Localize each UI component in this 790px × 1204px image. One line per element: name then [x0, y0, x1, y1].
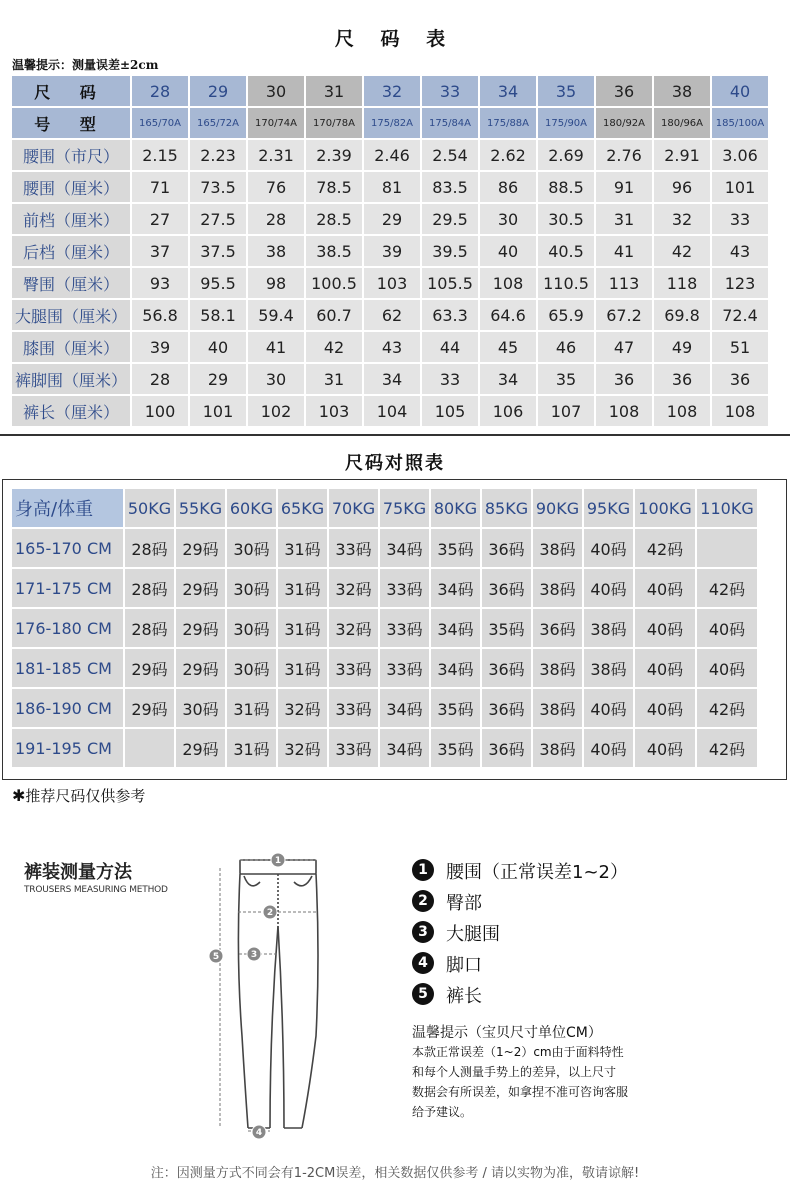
height-row-label: 176-180 CM	[12, 609, 123, 647]
reference-table-cell: 35码	[431, 689, 480, 727]
warm-tip-line: 和每个人测量手势上的差异，以上尺寸	[412, 1065, 617, 1079]
reference-table-cell: 31码	[278, 569, 327, 607]
size-table-cell: 30.5	[538, 204, 594, 234]
size-table-cell: 36	[712, 364, 768, 394]
height-row-label: 181-185 CM	[12, 649, 123, 687]
size-table-cell: 2.31	[248, 140, 304, 170]
size-table-cell: 45	[480, 332, 536, 362]
reference-table-cell: 34码	[431, 649, 480, 687]
reference-table-cell: 31码	[227, 689, 276, 727]
size-table-cell: 62	[364, 300, 420, 330]
size-table-cell: 2.23	[190, 140, 246, 170]
model-header-row	[12, 108, 768, 138]
reference-table-cell: 29码	[125, 649, 174, 687]
size-table-cell: 29.5	[422, 204, 478, 234]
footer-disclaimer: 注：因测量方式不同会有1-2CM误差，相关数据仅供参考 / 请以实物为准，敬请谅解!	[150, 1166, 640, 1181]
size-table-cell: 67.2	[596, 300, 652, 330]
size-table-cell: 102	[248, 396, 304, 426]
size-row-label: 膝围（厘米）	[12, 332, 130, 362]
size-table-row	[12, 172, 768, 202]
weight-header-cell: 75KG	[380, 489, 429, 527]
reference-table-cell: 36码	[482, 649, 531, 687]
number-3-icon: 3	[412, 921, 434, 943]
reference-table-cell: 28码	[125, 529, 174, 567]
size-table-row	[12, 268, 768, 298]
legend-label: 脚口	[446, 955, 482, 976]
size-table-cell: 42	[306, 332, 362, 362]
weight-header-cell: 70KG	[329, 489, 378, 527]
weight-header-cell: 110KG	[697, 489, 757, 527]
size-table-cell: 31	[306, 364, 362, 394]
size-table-cell: 58.1	[190, 300, 246, 330]
size-table-cell: 2.76	[596, 140, 652, 170]
reference-table-cell: 29码	[176, 649, 225, 687]
model-header-cell: 165/70A	[132, 108, 188, 138]
reference-header-row	[12, 489, 757, 527]
reference-table-cell: 32码	[329, 569, 378, 607]
size-header-cell: 40	[712, 76, 768, 106]
size-table-cell: 28	[248, 204, 304, 234]
recommendation-note	[12, 785, 145, 806]
reference-table-cell: 38码	[533, 529, 582, 567]
size-table-cell: 60.7	[306, 300, 362, 330]
model-header-cell: 165/72A	[190, 108, 246, 138]
size-table-cell: 86	[480, 172, 536, 202]
weight-header-cell: 85KG	[482, 489, 531, 527]
measuring-method-title: 裤装测量方法	[24, 862, 132, 883]
reference-table-cell: 36码	[482, 529, 531, 567]
size-table-cell: 39	[132, 332, 188, 362]
size-table-cell: 33	[712, 204, 768, 234]
size-header-cell: 28	[132, 76, 188, 106]
reference-table-cell: 28码	[125, 609, 174, 647]
size-table-cell: 44	[422, 332, 478, 362]
reference-table-cell: 34码	[431, 569, 480, 607]
size-table-cell: 64.6	[480, 300, 536, 330]
reference-table-cell: 31码	[278, 649, 327, 687]
size-table-cell: 105.5	[422, 268, 478, 298]
weight-header-cell: 50KG	[125, 489, 174, 527]
reference-table-cell: 33码	[329, 649, 378, 687]
warm-tip-body	[412, 1042, 672, 1122]
weight-header-cell: 60KG	[227, 489, 276, 527]
reference-table-row	[12, 569, 757, 607]
size-table-cell: 37.5	[190, 236, 246, 266]
reference-table-cell: 40码	[697, 609, 757, 647]
size-table-cell: 101	[712, 172, 768, 202]
size-table-row	[12, 396, 768, 426]
reference-table-cell: 30码	[227, 649, 276, 687]
size-header-cell: 36	[596, 76, 652, 106]
size-table-cell: 81	[364, 172, 420, 202]
size-table-cell: 40	[480, 236, 536, 266]
warm-tip-title: 温馨提示（宝贝尺寸单位CM）	[412, 1025, 602, 1041]
reference-table-cell: 29码	[176, 609, 225, 647]
size-table-cell: 118	[654, 268, 710, 298]
reference-table-cell: 35码	[431, 729, 480, 767]
size-table-cell: 49	[654, 332, 710, 362]
size-table-cell: 30	[248, 364, 304, 394]
size-table-cell: 41	[596, 236, 652, 266]
size-table-cell: 56.8	[132, 300, 188, 330]
reference-table-cell: 34码	[431, 609, 480, 647]
legend-label: 臀部	[446, 893, 482, 914]
size-table-cell: 38.5	[306, 236, 362, 266]
measurement-tip: 温馨提示：测量误差±2cm	[12, 58, 159, 72]
reference-table-cell: 33码	[380, 569, 429, 607]
reference-table-row	[12, 649, 757, 687]
size-header-cell: 33	[422, 76, 478, 106]
size-table-cell: 96	[654, 172, 710, 202]
model-header-cell: 175/82A	[364, 108, 420, 138]
reference-table-cell	[697, 529, 757, 567]
size-table-cell: 2.69	[538, 140, 594, 170]
reference-table-cell: 42码	[697, 689, 757, 727]
size-header-cell: 38	[654, 76, 710, 106]
size-table-cell: 31	[596, 204, 652, 234]
size-table-cell: 30	[480, 204, 536, 234]
height-row-label: 186-190 CM	[12, 689, 123, 727]
reference-table-cell: 38码	[533, 649, 582, 687]
size-table-cell: 27.5	[190, 204, 246, 234]
model-header-cell: 180/96A	[654, 108, 710, 138]
measuring-method-subtitle: TROUSERS MEASURING METHOD	[24, 885, 168, 895]
reference-table-cell: 31码	[227, 729, 276, 767]
reference-table-cell: 30码	[227, 529, 276, 567]
size-table-cell: 88.5	[538, 172, 594, 202]
reference-table-cell: 40码	[584, 569, 633, 607]
reference-table-cell: 42码	[697, 569, 757, 607]
size-table-cell: 108	[596, 396, 652, 426]
size-header-row	[12, 76, 768, 106]
size-table-cell: 98	[248, 268, 304, 298]
size-table-cell: 100	[132, 396, 188, 426]
reference-corner-label: 身高/体重	[12, 489, 123, 527]
size-table-cell: 91	[596, 172, 652, 202]
reference-table-cell: 29码	[125, 689, 174, 727]
recommendation-note-text: 推荐尺码仅供参考	[25, 787, 146, 805]
reference-table-cell: 40码	[635, 609, 695, 647]
size-row-label: 腰围（厘米）	[12, 172, 130, 202]
size-table-cell: 103	[306, 396, 362, 426]
reference-table-cell: 38码	[533, 569, 582, 607]
reference-table-cell: 35码	[431, 529, 480, 567]
size-chart-table	[10, 74, 770, 428]
reference-table-cell: 29码	[176, 529, 225, 567]
trousers-diagram	[198, 846, 328, 1146]
reference-table-cell: 33码	[380, 609, 429, 647]
size-table-row	[12, 140, 768, 170]
reference-table-cell: 34码	[380, 729, 429, 767]
size-table-cell: 51	[712, 332, 768, 362]
size-table-row	[12, 236, 768, 266]
reference-table-cell: 36码	[482, 569, 531, 607]
reference-table-cell: 33码	[380, 649, 429, 687]
size-table-cell: 2.91	[654, 140, 710, 170]
reference-chart-title: 尺码对照表	[345, 453, 445, 474]
reference-table-cell: 36码	[533, 609, 582, 647]
reference-table-cell: 28码	[125, 569, 174, 607]
size-table-cell: 43	[712, 236, 768, 266]
size-row-label: 腰围（市尺）	[12, 140, 130, 170]
size-table-cell: 34	[364, 364, 420, 394]
legend-label: 大腿围	[446, 924, 500, 945]
size-table-cell: 95.5	[190, 268, 246, 298]
marker-3-label: 3	[250, 950, 258, 960]
marker-4-label: 4	[255, 1128, 263, 1138]
size-table-cell: 108	[712, 396, 768, 426]
size-table-cell: 37	[132, 236, 188, 266]
warm-tip-line: 本款正常误差（1~2）cm由于面料特性	[412, 1045, 624, 1059]
model-header-cell: 175/90A	[538, 108, 594, 138]
size-table-cell: 27	[132, 204, 188, 234]
size-header-cell: 30	[248, 76, 304, 106]
height-row-label: 165-170 CM	[12, 529, 123, 567]
model-header-cell: 180/92A	[596, 108, 652, 138]
weight-header-cell: 65KG	[278, 489, 327, 527]
number-5-icon: 5	[412, 983, 434, 1005]
reference-table-row	[12, 609, 757, 647]
reference-table-cell: 29码	[176, 569, 225, 607]
size-table-cell: 29	[190, 364, 246, 394]
reference-table-row	[12, 729, 757, 767]
reference-table-cell: 33码	[329, 689, 378, 727]
reference-table-cell: 42码	[635, 529, 695, 567]
reference-table-cell: 31码	[278, 609, 327, 647]
size-table-cell: 3.06	[712, 140, 768, 170]
reference-table-cell: 38码	[584, 609, 633, 647]
size-table-cell: 47	[596, 332, 652, 362]
size-table-cell: 36	[596, 364, 652, 394]
warm-tip-line: 给予建议。	[412, 1105, 473, 1119]
reference-table-cell: 40码	[635, 569, 695, 607]
reference-table-cell: 38码	[584, 649, 633, 687]
reference-table-cell: 40码	[635, 649, 695, 687]
reference-table-cell: 30码	[176, 689, 225, 727]
size-table-cell: 46	[538, 332, 594, 362]
legend-label: 腰围（正常误差1~2）	[446, 862, 628, 883]
reference-table-cell: 33码	[329, 729, 378, 767]
weight-header-cell: 95KG	[584, 489, 633, 527]
marker-2-label: 2	[266, 908, 274, 918]
size-table-cell: 34	[480, 364, 536, 394]
weight-header-cell: 55KG	[176, 489, 225, 527]
reference-table-cell: 32码	[329, 609, 378, 647]
weight-header-cell: 90KG	[533, 489, 582, 527]
size-table-cell: 35	[538, 364, 594, 394]
number-4-icon: 4	[412, 952, 434, 974]
reference-table-cell: 30码	[227, 569, 276, 607]
size-row-label: 裤长（厘米）	[12, 396, 130, 426]
size-header-cell: 35	[538, 76, 594, 106]
model-header-cell: 170/74A	[248, 108, 304, 138]
size-table-cell: 101	[190, 396, 246, 426]
reference-table-cell: 34码	[380, 529, 429, 567]
size-table-cell: 63.3	[422, 300, 478, 330]
reference-table-cell: 33码	[329, 529, 378, 567]
size-table-cell: 2.62	[480, 140, 536, 170]
size-table-cell: 65.9	[538, 300, 594, 330]
size-table-cell: 105	[422, 396, 478, 426]
reference-table-cell: 40码	[584, 689, 633, 727]
reference-table-cell: 30码	[227, 609, 276, 647]
size-table-cell: 103	[364, 268, 420, 298]
size-table-cell: 33	[422, 364, 478, 394]
model-header-cell: 175/88A	[480, 108, 536, 138]
size-table-cell: 104	[364, 396, 420, 426]
size-table-cell: 36	[654, 364, 710, 394]
size-table-cell: 39.5	[422, 236, 478, 266]
reference-table-cell: 40码	[635, 689, 695, 727]
weight-header-cell: 100KG	[635, 489, 695, 527]
reference-table-row	[12, 689, 757, 727]
warm-tip-line: 数据会有所误差，如拿捏不准可咨询客服	[412, 1085, 629, 1099]
size-row-label: 后档（厘米）	[12, 236, 130, 266]
weight-header-cell: 80KG	[431, 489, 480, 527]
size-table-cell: 2.39	[306, 140, 362, 170]
reference-table-cell: 40码	[584, 529, 633, 567]
size-table-cell: 107	[538, 396, 594, 426]
model-header-cell: 185/100A	[712, 108, 768, 138]
marker-5-label: 5	[212, 952, 220, 962]
trousers-outline	[238, 860, 318, 1128]
size-table-cell: 93	[132, 268, 188, 298]
reference-table-cell: 38码	[533, 689, 582, 727]
reference-table-cell: 38码	[533, 729, 582, 767]
size-table-cell: 73.5	[190, 172, 246, 202]
size-table-cell: 2.46	[364, 140, 420, 170]
size-table-cell: 108	[480, 268, 536, 298]
reference-table-cell: 34码	[380, 689, 429, 727]
reference-table-cell: 42码	[697, 729, 757, 767]
size-table-cell: 110.5	[538, 268, 594, 298]
model-header-cell: 175/84A	[422, 108, 478, 138]
reference-table-cell: 31码	[278, 529, 327, 567]
size-table-cell: 106	[480, 396, 536, 426]
reference-table-cell: 36码	[482, 689, 531, 727]
size-table-cell: 100.5	[306, 268, 362, 298]
size-header-label: 尺 码	[12, 76, 130, 106]
size-table-cell: 32	[654, 204, 710, 234]
reference-chart-table	[10, 487, 759, 769]
size-table-row	[12, 364, 768, 394]
size-table-cell: 2.54	[422, 140, 478, 170]
size-table-cell: 123	[712, 268, 768, 298]
reference-table-cell: 32码	[278, 689, 327, 727]
reference-table-cell: 32码	[278, 729, 327, 767]
size-table-cell: 40.5	[538, 236, 594, 266]
size-table-cell: 42	[654, 236, 710, 266]
size-table-cell: 78.5	[306, 172, 362, 202]
size-table-cell: 59.4	[248, 300, 304, 330]
star-icon: ✱	[12, 786, 26, 805]
size-table-cell: 76	[248, 172, 304, 202]
reference-table-cell	[125, 729, 174, 767]
size-table-cell: 28.5	[306, 204, 362, 234]
size-row-label: 臀围（厘米）	[12, 268, 130, 298]
reference-table-cell: 29码	[176, 729, 225, 767]
size-header-cell: 31	[306, 76, 362, 106]
reference-table-cell: 40码	[635, 729, 695, 767]
size-table-cell: 38	[248, 236, 304, 266]
size-table-cell: 29	[364, 204, 420, 234]
size-chart-title: 尺 码 表	[334, 28, 456, 50]
size-row-label: 裤脚围（厘米）	[12, 364, 130, 394]
number-2-icon: 2	[412, 890, 434, 912]
size-header-cell: 34	[480, 76, 536, 106]
reference-table-cell: 40码	[697, 649, 757, 687]
size-row-label: 大腿围（厘米）	[12, 300, 130, 330]
size-table-cell: 83.5	[422, 172, 478, 202]
size-table-cell: 41	[248, 332, 304, 362]
model-header-cell: 170/78A	[306, 108, 362, 138]
size-table-cell: 113	[596, 268, 652, 298]
legend-label: 裤长	[446, 986, 482, 1007]
size-table-cell: 40	[190, 332, 246, 362]
size-table-cell: 43	[364, 332, 420, 362]
height-row-label: 171-175 CM	[12, 569, 123, 607]
reference-table-cell: 40码	[584, 729, 633, 767]
size-row-label: 前档（厘米）	[12, 204, 130, 234]
size-table-row	[12, 204, 768, 234]
marker-1-label: 1	[274, 856, 282, 866]
size-table-cell: 72.4	[712, 300, 768, 330]
size-table-cell: 2.15	[132, 140, 188, 170]
size-table-cell: 28	[132, 364, 188, 394]
height-row-label: 191-195 CM	[12, 729, 123, 767]
size-table-row	[12, 332, 768, 362]
size-header-cell: 32	[364, 76, 420, 106]
size-table-cell: 71	[132, 172, 188, 202]
model-header-label: 号 型	[12, 108, 130, 138]
size-table-row	[12, 300, 768, 330]
size-table-cell: 39	[364, 236, 420, 266]
number-1-icon: 1	[412, 859, 434, 881]
reference-table-row	[12, 529, 757, 567]
size-header-cell: 29	[190, 76, 246, 106]
reference-table-cell: 36码	[482, 729, 531, 767]
size-table-cell: 108	[654, 396, 710, 426]
size-table-cell: 69.8	[654, 300, 710, 330]
section-divider	[0, 434, 790, 436]
reference-table-cell: 35码	[482, 609, 531, 647]
